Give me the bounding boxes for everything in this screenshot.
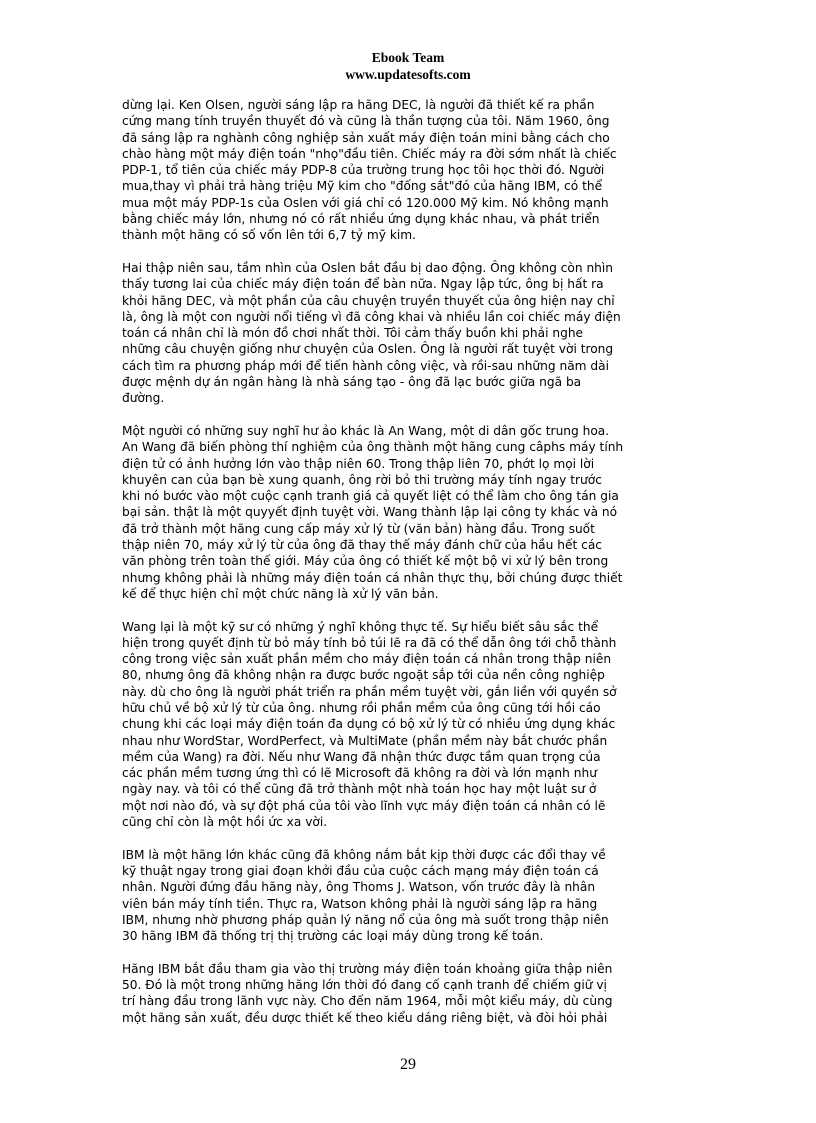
page-header (0, 49, 816, 83)
paragraph: Một người có những suy nghĩ hư ảo khác là An Wang, một di dân gốc trung hoa. An Wang đã biến phòng thí nghiệm của ông thành một hãng cung câphs máy tính điện tử có ảnh hưởng lớn vào thập niên 60. Trong thập liên 70, phớt lọ mọi lời khuyên can của bạn bè xung quanh, ông rời bỏ thi trường máy tính ngay trước khi nó bước vào một cuộc cạnh tranh giá cả quyết liệt có thể làm cho ông tán gia bại sản. thật là một quyyết định tuyệt vời. Wang thành lập lại công ty khác và nó đã trở thành một hãng cung cấp máy xử lý từ (văn bản) hàng đầu. Trong suốt thập niên 70, máy xử lý từ của ông đã thay thế máy đánh chữ của hầu hết các văn phòng trên toàn thế giới. Máy của ông có thiết kế một bộ vi xử lý bên trong nhưng không phải là những máy điện toán cá nhân thực thụ, bởi chúng được thiết kế để thực hiện chỉ một chức năng là xử lý văn bản. (122, 423, 624, 601)
paragraph: IBM là một hãng lớn khác cũng đã không nắm bắt kịp thời được các đổi thay về kỹ thuật ngay trong giai đoạn khởi đầu của cuộc cách mạng máy điện toán cá nhân. Người đứng đầu hãng này, ông Thoms J. Watson, vốn trước đây là nhân viên bán máy tính tiền. Thực ra, Watson không phải là người sáng lập ra hãng IBM, nhưng nhờ phương pháp quản lý năng nổ của ông mà suốt trong thập niên 30 hãng IBM đã thống trị thị trường các loại máy dùng trong kế toán. (122, 847, 609, 944)
paragraph: Hãng IBM bắt đầu tham gia vào thị trường máy điện toán khoảng giữa thập niên 50. Đó là một trong những hãng lớn thời đó đang cố cạnh tranh để chiếm giữ vị trí hàng đầu trong lãnh vực này. Cho đến năm 1964, mỗi một kiểu máy, dù cùng một hãng sản xuất, đều dược thiết kế theo kiểu dáng riêng biệt, và đòi hỏi phải (122, 961, 613, 1025)
paragraph: Hai thập niên sau, tầm nhìn của Oslen bắt đầu bị dao động. Ông không còn nhìn thấy tương lai của chiếc máy điện toán để bàn nữa. Ngay lập tức, ông bị hất ra khỏi hãng DEC, và một phần của câu chuyện truyền thuyết của ông hiện nay chỉ là, ông là một con người nổi tiếng vì đã công khai và nhiều lần coi chiếc máy điện toán cá nhân chỉ là món đồ chơi nhất thời. Tôi cảm thấy buồn khi phải nghe những câu chuyện giống như chuyện của Oslen. Ông là người rất tuyệt vời trong cách tìm ra phương pháp mới để tiến hành công việc, và rồi-sau những năm dài được mệnh dự án ngân hàng là nhà sáng tạo - ông đã lạc bước giữa ngã ba đường. (122, 260, 621, 406)
paragraph: dừng lại. Ken Olsen, người sáng lập ra hãng DEC, là người đã thiết kế ra phần cứng mang tính truyền thuyết đó và cũng là thần tượng của tôi. Năm 1960, ông đã sáng lập ra nghành công nghiệp sản xuất máy điện toán mini bằng cách cho chào hàng một máy điện toán "nhọ"đầu tiên. Chiếc máy ra đời sớm nhất là chiếc PDP-1, tổ tiên của chiếc máy PDP-8 của trường trung học tôi học thời đó. Người mua,thay vì phải trả hàng triệu Mỹ kim cho "đống sắt"đó của hãng IBM, có thể mua một máy PDP-1s của Oslen với giá chỉ có 120.000 Mỹ kim. Nó không mạnh bằng chiếc máy lớn, nhưng nó có rất nhiều ứng dụng khác nhau, và phát triển thành một hãng có số vốn lên tới 6,7 tỷ mỹ kim. (122, 98, 617, 243)
page-number: 29 (400, 1056, 416, 1073)
document-body (122, 97, 694, 1042)
header-title: Ebook Team (371, 50, 445, 65)
header-website: www.updatesofts.com (345, 67, 471, 82)
paragraph: Wang lại là một kỹ sư có những ý nghĩ không thực tế. Sự hiểu biết sâu sắc thể hiện trong quyết định từ bỏ máy tính bỏ túi lẽ ra đã có thể dẫn ông tới chỗ thành công trong việc sản xuất phần mềm cho máy điện toán cá nhân trong thập niên 80, nhưng ông đã không nhận ra được bước ngoặt sắp tới của nền công nghiệp này. dù cho ông là người phát triển ra phần mềm tuyệt vời, gắn liền với quyền sở hữu chủ về bộ xử lý từ của ông. nhưng rồi phần mềm của ông cũng tới hồi cáo chung khi các loại máy điện toán đa dụng có bộ xử lý từ có nhiều ứng dụng khác nhau như WordStar, WordPerfect, và MultiMate (phần mềm này bắt chước phần mềm của Wang) ra đời. Nếu như Wang đã nhận thức được tầm quan trọng của các phần mềm tương ứng thì có lẽ Microsoft đã không ra đời và lớn mạnh như ngày nay. và tôi có thể cũng đã trở thành một nhà toán học hay một luật sư ở một nơi nào đó, và sự đột phá của tôi vào lĩnh vực máy điện toán cá nhân có lẽ cũng chỉ còn là một hồi ức xa vời. (122, 619, 617, 830)
